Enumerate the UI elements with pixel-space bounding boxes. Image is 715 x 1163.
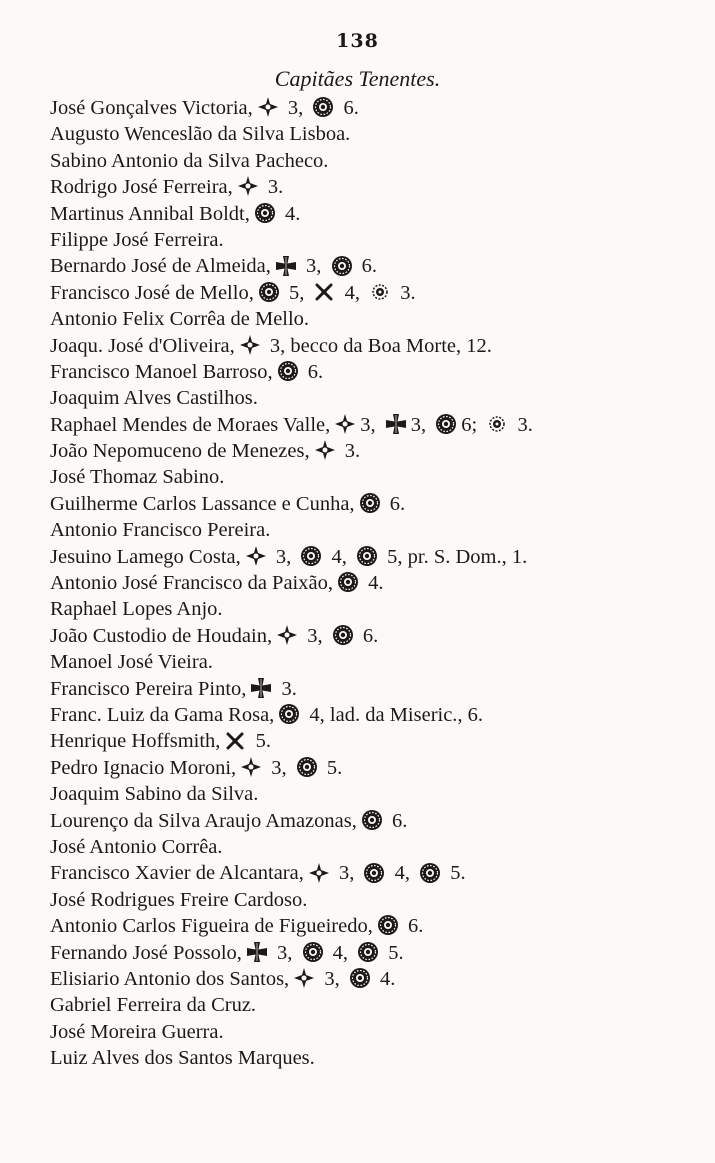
officer-name: Joaqu. José d'Oliveira, [50, 334, 235, 357]
officer-name: José Antonio Corrêa. [50, 835, 223, 858]
list-item [50, 728, 700, 754]
entry-detail: 4, [339, 281, 366, 304]
officer-name: Francisco José de Mello, [50, 281, 254, 304]
maltese-cross-icon [246, 941, 268, 963]
rosette-icon [359, 492, 381, 514]
entry-detail: 4. [362, 572, 384, 595]
list-item [50, 808, 700, 834]
rosette-icon [363, 862, 385, 884]
list-item [50, 702, 700, 728]
officer-name: José Thomaz Sabino. [50, 466, 225, 489]
officer-name: Guilherme Carlos Lassance e Cunha, [50, 492, 355, 515]
list-item [50, 306, 700, 332]
officer-name: Antonio Felix Corrêa de Mello. [50, 308, 310, 331]
list-item [50, 148, 700, 174]
list-item [50, 253, 700, 279]
rosette-icon [296, 756, 318, 778]
entry-detail: 4. [374, 967, 396, 990]
rosette-icon [312, 96, 334, 118]
list-item [50, 174, 700, 200]
entry-detail: 3, [333, 862, 360, 885]
officer-name: Manoel José Vieira. [50, 651, 213, 674]
officer-name: José Gonçalves Victoria, [50, 97, 253, 119]
entry-detail: 3, [302, 624, 328, 647]
cross-patee-icon [245, 545, 267, 567]
rosette-icon [258, 281, 280, 303]
list-item [50, 280, 700, 306]
officer-name: Henrique Hoffsmith, [50, 730, 221, 753]
rosette-icon [361, 809, 383, 831]
officer-name: Luiz Alves dos Santos Marques. [50, 1047, 315, 1070]
rosette-icon [356, 545, 378, 567]
entry-detail: 3. [276, 677, 297, 700]
list-item [50, 676, 700, 702]
cross-patee-icon [257, 96, 279, 118]
entry-detail: 5. [445, 862, 466, 885]
cross-patee-icon [276, 624, 298, 646]
list-item [50, 491, 700, 517]
officer-name: Augusto Wenceslão da Silva Lisboa. [50, 123, 351, 146]
rosette-icon [278, 703, 300, 725]
entry-detail: 4, [327, 941, 354, 964]
page-number: 138 [336, 30, 379, 52]
maltese-cross-icon [275, 255, 297, 277]
entry-detail: 3, [282, 97, 309, 119]
officer-name: Antonio José Francisco da Paixão, [50, 572, 333, 595]
rosette-icon [300, 545, 322, 567]
rosette-icon [337, 571, 359, 593]
entry-detail: 6. [402, 915, 424, 938]
list-item [50, 359, 700, 385]
small-rosette-icon [369, 281, 391, 303]
list-item [50, 966, 700, 992]
entry-detail: 5. [383, 941, 404, 964]
list-item [50, 464, 700, 490]
list-item [50, 755, 700, 781]
list-item [50, 623, 700, 649]
rosette-icon [277, 360, 299, 382]
officer-name: Raphael Mendes de Moraes Valle, [50, 413, 331, 436]
list-item [50, 570, 700, 596]
entry-detail: 3, [271, 941, 298, 964]
entry-detail: 6. [338, 97, 359, 119]
officer-name: Franc. Luiz da Gama Rosa, [50, 703, 275, 726]
star-cross-icon [313, 281, 335, 303]
rosette-icon [302, 941, 324, 963]
entry-detail: 5. [250, 730, 271, 753]
entry-detail: 6. [356, 255, 378, 278]
rosette-icon [332, 624, 354, 646]
officer-name: Joaquim Sabino da Silva. [50, 783, 259, 806]
list-item [50, 913, 700, 939]
officer-list [50, 95, 700, 1071]
list-item [50, 333, 700, 359]
officer-name: Antonio Francisco Pereira. [50, 519, 271, 542]
list-item [50, 940, 700, 966]
entry-detail: 6. [357, 624, 379, 647]
entry-detail: 3, [360, 413, 381, 436]
rosette-icon [377, 914, 399, 936]
entry-detail: 3. [339, 440, 361, 463]
rosette-icon [435, 413, 457, 435]
cross-patee-icon [293, 967, 315, 989]
officer-name: Raphael Lopes Anjo. [50, 598, 223, 621]
list-item [50, 227, 700, 253]
list-item [50, 544, 700, 570]
entry-detail: 4, [326, 545, 352, 568]
officer-name: Elisiario Antonio dos Santos, [50, 967, 290, 990]
list-item [50, 860, 700, 886]
list-item [50, 121, 700, 147]
officer-name: Antonio Carlos Figueira de Figueiredo, [50, 915, 373, 938]
rosette-icon [331, 255, 353, 277]
officer-name: José Moreira Guerra. [50, 1020, 224, 1043]
entry-detail: 3, becco da Boa Morte, 12. [264, 334, 492, 357]
officer-name: Fernando José Possolo, [50, 941, 242, 964]
list-item [50, 834, 700, 860]
officer-name: Francisco Pereira Pinto, [50, 677, 247, 700]
list-item [50, 1019, 700, 1045]
officer-name: Lourenço da Silva Araujo Amazonas, [50, 809, 357, 832]
cross-patee-icon [237, 175, 259, 197]
officer-name: Filippe José Ferreira. [50, 228, 224, 251]
list-item [50, 649, 700, 675]
entry-detail: 5, [283, 281, 310, 304]
list-item [50, 1045, 700, 1071]
entry-detail: 4. [279, 202, 301, 225]
maltese-cross-icon [250, 677, 272, 699]
officer-name: Martinus Annibal Boldt, [50, 202, 250, 225]
entry-detail: 6; [461, 413, 483, 436]
maltese-cross-icon [385, 413, 407, 435]
entry-detail: 3, [319, 967, 345, 990]
rosette-icon [349, 967, 371, 989]
list-item [50, 992, 700, 1018]
rosette-icon [254, 202, 276, 224]
entry-detail: 3, [270, 545, 297, 568]
cross-patee-icon [308, 862, 330, 884]
officer-name: João Custodio de Houdain, [50, 624, 273, 647]
entry-detail: 3, [266, 756, 292, 779]
officer-name: Francisco Manoel Barroso, [50, 360, 273, 383]
entry-detail: 3, [410, 413, 432, 436]
entry-detail: 3. [395, 281, 416, 304]
entry-detail: 3. [262, 176, 284, 199]
officer-name: José Rodrigues Freire Cardoso. [50, 888, 308, 911]
entry-detail: 6. [302, 360, 324, 383]
list-item [50, 385, 700, 411]
list-item [50, 887, 700, 913]
list-item [50, 95, 700, 121]
entry-detail: 4, lad. da Miseric., 6. [304, 703, 484, 726]
cross-patee-icon [240, 756, 262, 778]
entry-detail: 3, [300, 255, 327, 278]
officer-name: Sabino Antonio da Silva Pacheco. [50, 149, 329, 172]
cross-patee-icon [334, 413, 356, 435]
officer-name: Gabriel Ferreira da Cruz. [50, 994, 257, 1017]
officer-name: Bernardo José de Almeida, [50, 255, 271, 278]
entry-detail: 6. [386, 809, 408, 832]
list-item [50, 412, 700, 438]
small-rosette-icon [486, 413, 508, 435]
star-cross-icon [224, 730, 246, 752]
entry-detail: 4, [389, 862, 416, 885]
cross-patee-icon [239, 334, 261, 356]
officer-name: Joaquim Alves Castilhos. [50, 387, 258, 410]
list-item [50, 517, 700, 543]
officer-name: Francisco Xavier de Alcantara, [50, 862, 304, 885]
entry-detail: 5, pr. S. Dom., 1. [382, 545, 528, 568]
list-item [50, 438, 700, 464]
entry-detail: 6. [384, 492, 406, 515]
officer-name: João Nepomuceno de Menezes, [50, 440, 310, 463]
cross-patee-icon [314, 439, 336, 461]
officer-name: Jesuino Lamego Costa, [50, 545, 241, 568]
officer-name: Rodrigo José Ferreira, [50, 176, 233, 199]
rosette-icon [357, 941, 379, 963]
section-title: Capitães Tenentes. [274, 66, 441, 91]
entry-detail: 5. [321, 756, 343, 779]
list-item [50, 201, 700, 227]
officer-name: Pedro Ignacio Moroni, [50, 756, 237, 779]
rosette-icon [419, 862, 441, 884]
list-item [50, 781, 700, 807]
entry-detail: 3. [512, 413, 533, 436]
list-item [50, 596, 700, 622]
